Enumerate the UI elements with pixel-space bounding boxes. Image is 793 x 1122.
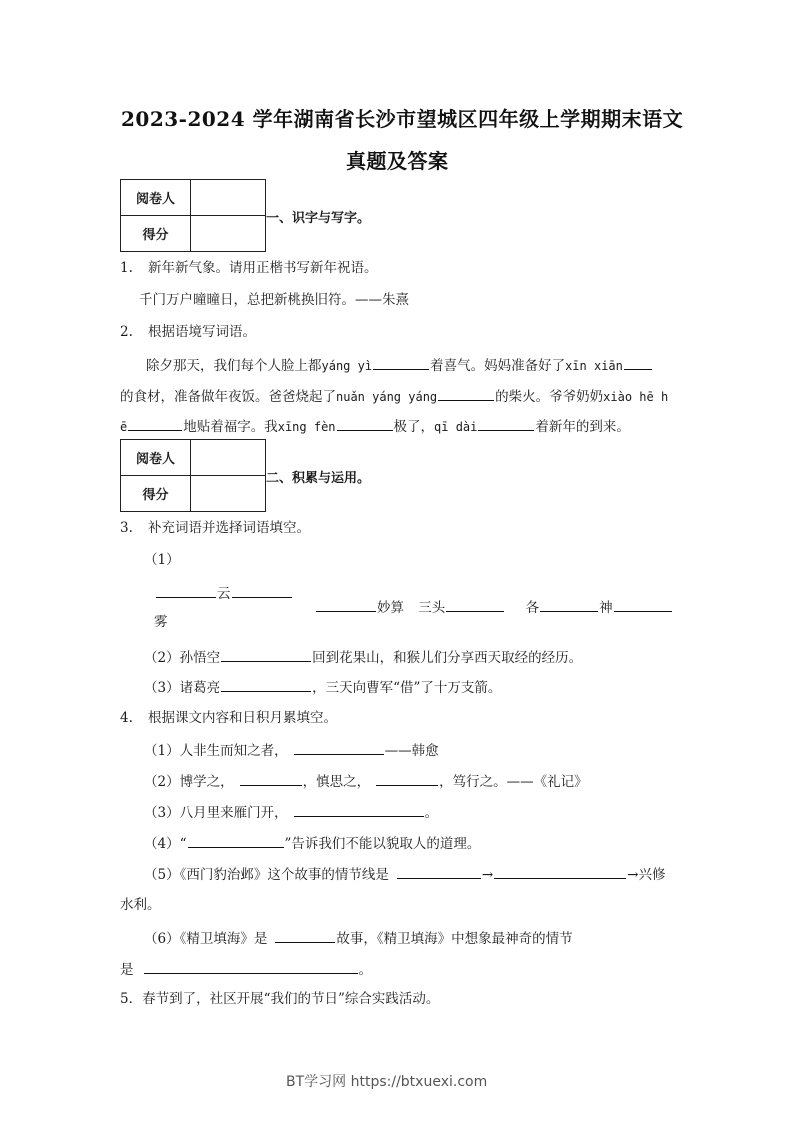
- q4-text: 是: [120, 962, 134, 978]
- score-field[interactable]: [191, 216, 266, 252]
- idiom-text: 三头: [418, 600, 446, 616]
- arrow-icon: →: [481, 867, 494, 883]
- q4-text: ”告诉我们不能以貌取人的道理。: [284, 836, 481, 852]
- q4-part5: [144, 864, 665, 884]
- q4-text: （4）“: [144, 836, 187, 852]
- q3-number: 3.: [120, 520, 133, 536]
- q2-text: 着喜气。妈妈准备好了: [430, 358, 566, 374]
- reviewer-field[interactable]: [191, 440, 266, 476]
- idiom-text: 妙算: [377, 600, 404, 616]
- idiom-char-wu: 雾: [154, 614, 168, 630]
- q3-text: （2）孙悟空: [144, 650, 221, 666]
- idiom-text: 各: [525, 600, 540, 616]
- answer-blank[interactable]: [275, 928, 335, 943]
- answer-blank[interactable]: [446, 597, 504, 612]
- q2-number: 2.: [120, 324, 133, 340]
- score-label: 得分: [121, 476, 191, 512]
- q3-part1-label: （1）: [144, 552, 180, 568]
- answer-blank[interactable]: [478, 416, 534, 431]
- q2-prompt: 根据语境写词语。: [148, 324, 256, 340]
- q4-text: ，慎思之，: [302, 774, 371, 790]
- q4-part6-wrap: [120, 959, 372, 979]
- q4-part1: [144, 740, 439, 760]
- q2-text: 地贴着福字。我: [183, 419, 278, 435]
- q3-part3: [144, 677, 501, 697]
- pinyin: yáng yì: [321, 359, 373, 373]
- q4-text: 。: [424, 805, 439, 821]
- answer-blank[interactable]: [540, 597, 598, 612]
- q4-part6: [144, 928, 573, 948]
- answer-blank[interactable]: [188, 833, 284, 848]
- q1-number: 1.: [120, 260, 133, 276]
- q3-text: （3）诸葛亮: [144, 680, 221, 696]
- answer-blank[interactable]: [373, 355, 429, 370]
- q2-line2: [120, 386, 668, 406]
- q4-text: （1）人非生而知之者，: [144, 743, 288, 759]
- score-table-2: [120, 439, 266, 512]
- q2-line1: [146, 355, 653, 375]
- q4-number: 4.: [120, 710, 133, 726]
- q2-text: 除夕那天，我们每个人脸上都: [146, 358, 322, 374]
- answer-blank[interactable]: [337, 416, 393, 431]
- q4-text: （5）《西门豹治邺》这个故事的情节线是: [144, 867, 389, 883]
- answer-blank[interactable]: [614, 597, 672, 612]
- answer-blank[interactable]: [232, 583, 292, 598]
- q4-text: 故事，《精卫填海》中想象最神奇的情节: [336, 931, 573, 947]
- score-field[interactable]: [191, 476, 266, 512]
- q1-poem: 千门万户曈曈日，总把新桃换旧符。——朱熹: [139, 292, 409, 308]
- reviewer-label: 阅卷人: [121, 180, 191, 216]
- pinyin: xīng fèn: [277, 420, 336, 434]
- idiom-char: 云: [217, 586, 231, 602]
- q4-text: （3）八月里来雁门开，: [144, 805, 288, 821]
- answer-blank[interactable]: [494, 864, 626, 879]
- q4-text: 。: [358, 962, 372, 978]
- q3-part2: [144, 647, 582, 667]
- q3-text: ，三天向曹军“借”了十万支箭。: [312, 680, 502, 696]
- q4-part2: [144, 771, 588, 791]
- footer-watermark: BT学习网 https://btxuexi.com: [286, 1074, 488, 1090]
- q2-text: 着新年的到来。: [535, 419, 630, 435]
- q2-text: 的食材，准备做年夜饭。爸爸烧起了: [120, 389, 336, 405]
- idiom-text: 神: [599, 600, 613, 616]
- q4-part3: [144, 802, 438, 822]
- q4-part4: [144, 833, 480, 853]
- section-heading-1: 一、识字与写字。: [266, 211, 371, 226]
- answer-blank[interactable]: [294, 740, 384, 755]
- q4-text: （6）《精卫填海》是: [144, 931, 268, 947]
- q1-prompt: 新年新气象。请用正楷书写新年祝语。: [148, 260, 378, 276]
- answer-blank[interactable]: [624, 355, 652, 370]
- q3-idiom-row: [315, 597, 673, 617]
- document-title-line1: 2023-2024 学年湖南省长沙市望城区四年级上学期期末语文: [121, 107, 684, 131]
- answer-blank[interactable]: [240, 771, 302, 786]
- q4-part5-wrap: 水利。: [120, 897, 161, 913]
- pinyin: ē: [120, 420, 128, 434]
- q2-text: 极了，: [393, 419, 435, 435]
- q5-prompt: 5．春节到了，社区开展“我们的节日”综合实践活动。: [120, 991, 440, 1007]
- answer-blank[interactable]: [221, 677, 311, 692]
- q3-prompt: 补充词语并选择词语填空。: [148, 520, 310, 536]
- pinyin: xiào hē h: [603, 390, 669, 404]
- q2-text: 的柴火。爷爷奶奶: [495, 389, 604, 405]
- score-label: 得分: [121, 216, 191, 252]
- reviewer-label: 阅卷人: [121, 440, 191, 476]
- q4-text: ——韩愈: [384, 743, 439, 759]
- answer-blank[interactable]: [294, 802, 424, 817]
- answer-blank[interactable]: [438, 386, 494, 401]
- answer-blank[interactable]: [397, 864, 481, 879]
- document-title-line2: 真题及答案: [346, 149, 449, 173]
- answer-blank[interactable]: [128, 416, 182, 431]
- score-table-1: [120, 179, 266, 252]
- q3-text: 回到花果山，和猴儿们分享西天取经的经历。: [312, 650, 583, 666]
- pinyin: xīn xiān: [565, 359, 623, 373]
- answer-blank[interactable]: [316, 597, 376, 612]
- q4-text: →兴修: [627, 867, 666, 883]
- answer-blank[interactable]: [221, 647, 311, 662]
- q3-idiom-yunwu: [155, 583, 293, 603]
- q4-text: ，笃行之。——《礼记》: [439, 774, 588, 790]
- answer-blank[interactable]: [144, 959, 358, 974]
- reviewer-field[interactable]: [191, 180, 266, 216]
- pinyin: nuǎn yáng yáng: [336, 390, 438, 404]
- answer-blank[interactable]: [376, 771, 438, 786]
- q4-text: （2）博学之，: [144, 774, 234, 790]
- q4-prompt: 根据课文内容和日积月累填空。: [148, 710, 337, 726]
- answer-blank[interactable]: [156, 583, 216, 598]
- pinyin: qī dài: [434, 420, 478, 434]
- section-heading-2: 二、积累与运用。: [266, 471, 371, 486]
- q2-line3: [120, 416, 630, 436]
